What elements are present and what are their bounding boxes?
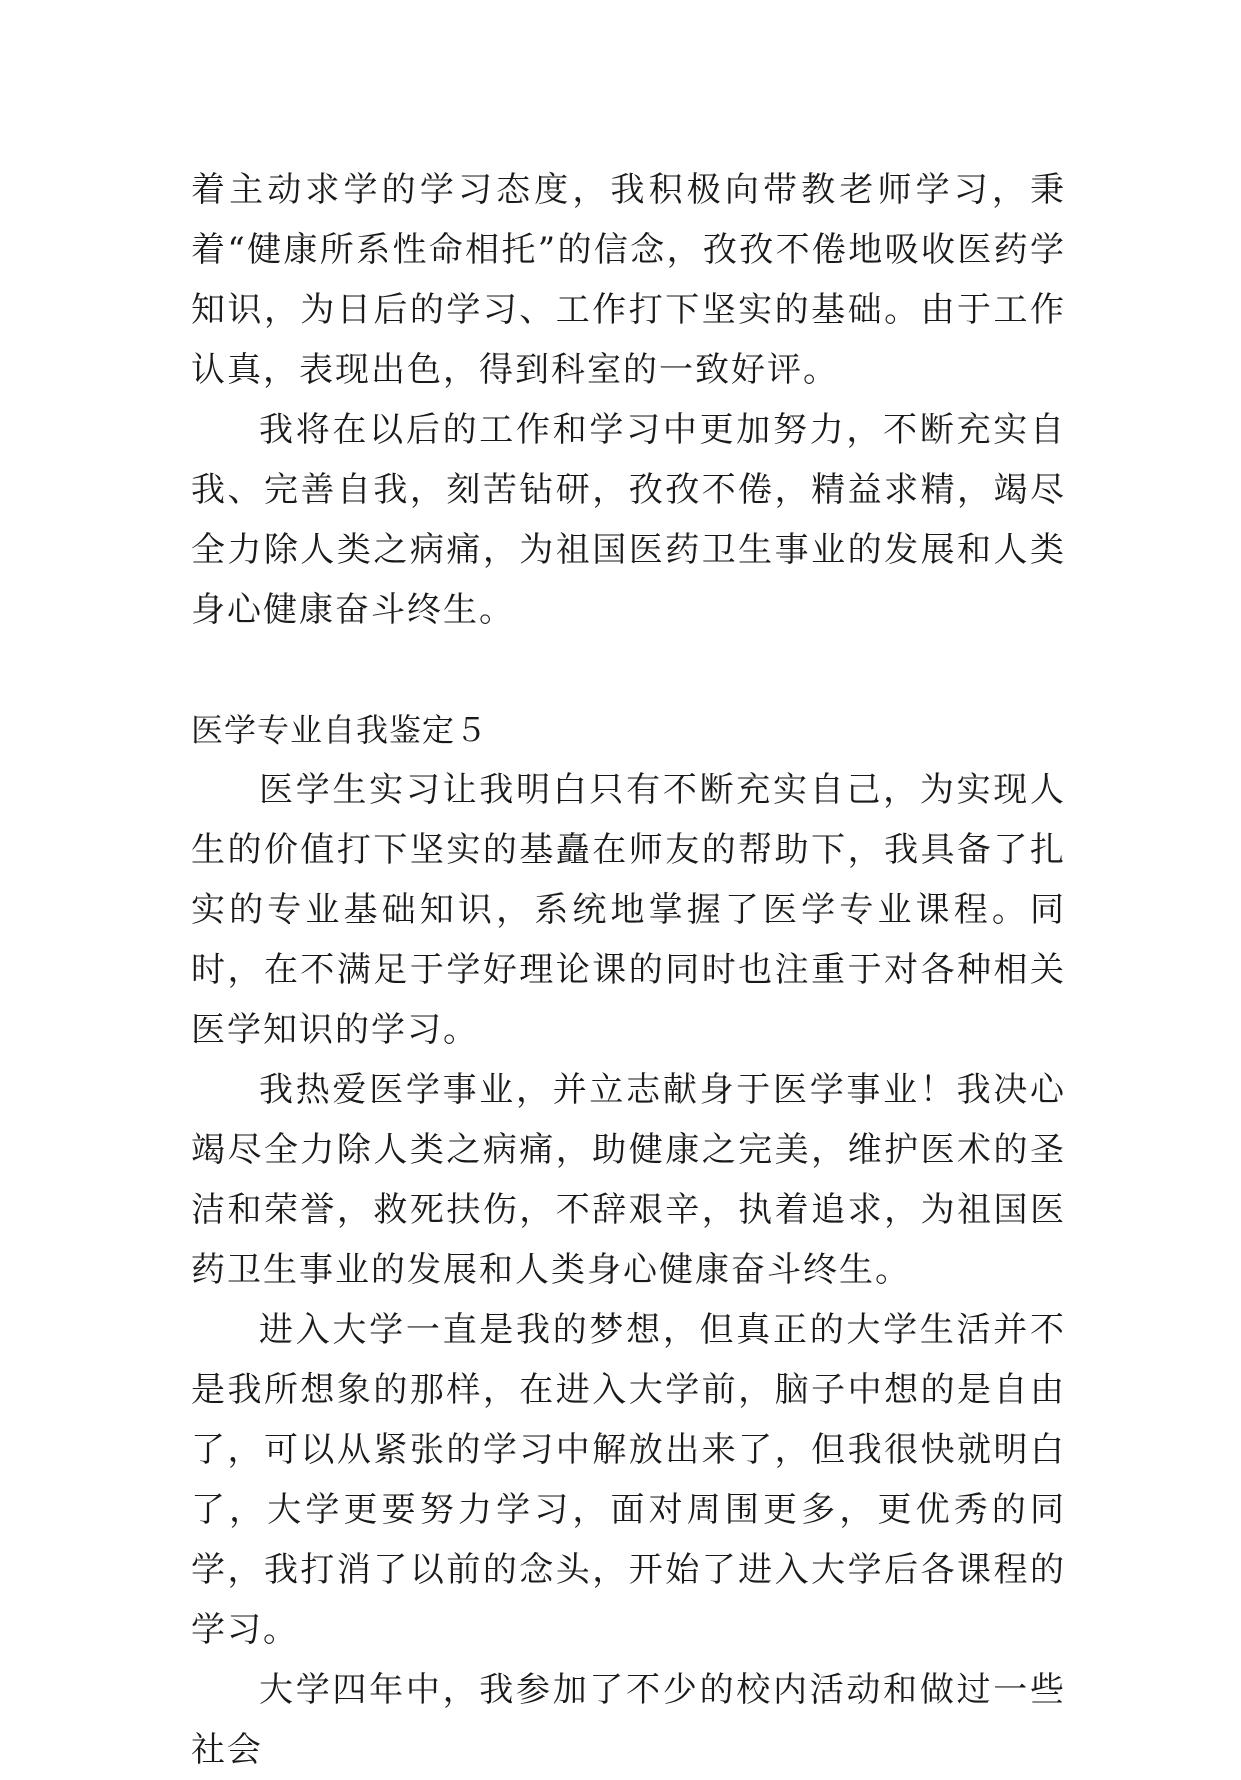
paragraph: 着主动求学的学习态度，我积极向带教老师学习，秉着“健康所系性命相托”的信念，孜孜不倦地吸收医药学知识，为日后的学习、工作打下坚实的基础。由于工作认真，表现出色，得到科室的一致好评。	[191, 170, 1066, 390]
paragraph: 我将在以后的工作和学习中更加努力，不断充实自我、完善自我，刻苦钻研，孜孜不倦，精益求精，竭尽全力除人类之病痛，为祖国医药卫生事业的发展和人类身心健康奋斗终生。	[191, 410, 1066, 630]
document-body	[191, 160, 1066, 1780]
paragraph: 我热爱医学事业，并立志献身于医学事业！我决心竭尽全力除人类之病痛，助健康之完美，维护医术的圣洁和荣誉，救死扶伤，不辞艰辛，执着追求，为祖国医药卫生事业的发展和人类身心健康奋斗终生。	[191, 1070, 1066, 1290]
section-gap	[191, 640, 1066, 700]
section-heading: 医学专业自我鉴定５	[191, 711, 489, 749]
paragraph: 进入大学一直是我的梦想，但真正的大学生活并不是我所想象的那样，在进入大学前，脑子中想的是自由了，可以从紧张的学习中解放出来了，但我很快就明白了，大学更要努力学习，面对周围更多，更优秀的同学，我打消了以前的念头，开始了进入大学后各课程的学习。	[191, 1310, 1066, 1650]
paragraph: 医学生实习让我明白只有不断充实自己，为实现人生的价值打下坚实的基矗在师友的帮助下，我具备了扎实的专业基础知识，系统地掌握了医学专业课程。同时，在不满足于学好理论课的同时也注重于对各种相关医学知识的学习。	[191, 770, 1066, 1050]
paragraph: 大学四年中，我参加了不少的校内活动和做过一些社会	[191, 1670, 1066, 1770]
